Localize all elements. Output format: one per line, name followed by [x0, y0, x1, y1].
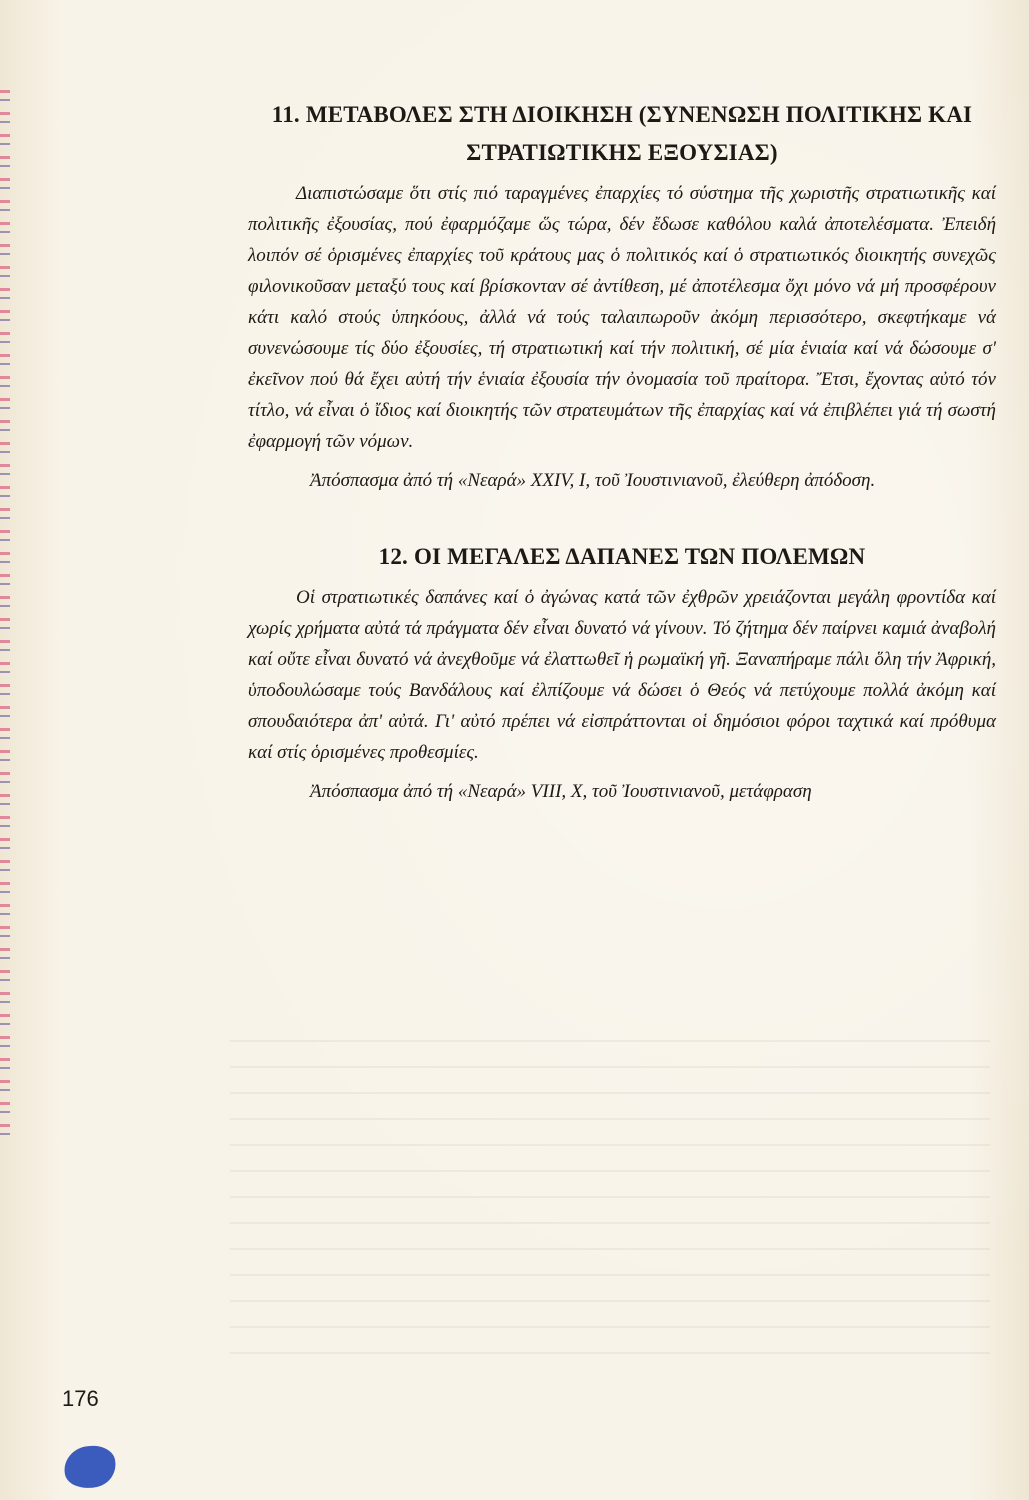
reverse-side-bleedthrough: [230, 1040, 990, 1360]
page-number: 176: [62, 1386, 99, 1411]
page-content: [248, 96, 996, 807]
blue-ink-stamp: [60, 1441, 120, 1493]
section-11-title-line-1: 11. ΜΕΤΑΒΟΛΕΣ ΣΤΗ ΔΙΟΙΚΗΣΗ (ΣΥΝΕΝΩΣΗ ΠΟΛΙΤΙΚΗΣ ΚΑΙ: [271, 102, 973, 127]
section-12-source: Ἀπόσπασμα ἀπό τή «Νεαρά» VIII, X, τοῦ Ἰουστινιανοῦ, μετάφραση: [310, 781, 812, 802]
section-12-body: Οἱ στρατιωτικές δαπάνες καί ὁ ἀγώνας κατά τῶν ἐχθρῶν χρειάζονται μεγάλη φροντίδα καί χωρίς χρήματα αὐτά τά πράγματα δέν εἶναι δυνατό νά γίνουν. Τό ζήτημα δέν παίρνει καμιά ἀναβολή καί οὔτε εἶναι δυνατό νά ἀνεχθοῦμε νά ἐλαττωθεῖ ἡ ρωμαϊκή γῆ. Ξαναπήραμε πάλι ὅλη τήν Ἀφρική, ὑποδουλώσαμε τούς Βανδάλους καί ἐλπίζουμε νά δώσει ὁ Θεός νά πετύχουμε πολλά ἀκόμη καί σπουδαιότερα ἀπ' αὐτά. Γι' αὐτό πρέπει νά εἰσπράττονται οἱ δημόσιοι φόροι ταχτικά καί πρόθυμα καί στίς ὁρισμένες προθεσμίες.: [248, 587, 996, 763]
section-11-source: Ἀπόσπασμα ἀπό τή «Νεαρά» XXIV, I, τοῦ Ἰουστινιανοῦ, ἐλεύθερη ἀπόδοση.: [310, 470, 876, 491]
section-11-title-line-2: ΣΤΡΑΤΙΩΤΙΚΗΣ ΕΞΟΥΣΙΑΣ): [466, 140, 778, 165]
page-edge-marks: [0, 90, 10, 1140]
section-12-title: 12. ΟΙ ΜΕΓΑΛΕΣ ΔΑΠΑΝΕΣ ΤΩΝ ΠΟΛΕΜΩΝ: [378, 544, 866, 569]
section-11-body: Διαπιστώσαμε ὅτι στίς πιό ταραγμένες ἐπαρχίες τό σύστημα τῆς χωριστῆς στρατιωτικῆς καί πολιτικῆς ἐξουσίας, πού ἐφαρμόζαμε ὥς τώρα, δέν ἔδωσε καθόλου καλά ἀποτελέσματα. Ἐπειδή λοιπόν σέ ὁρισμένες ἐπαρχίες τοῦ κράτους μας ὁ πολιτικός καί ὁ στρατιωτικός διοικητής συνεχῶς φιλονικοῦσαν μεταξύ τους καί βρίσκονταν σέ ἀντίθεση, μέ ἀποτέλεσμα ὄχι μόνο νά μή προσφέρουν κάτι καλό στούς ὑπηκόους, ἀλλά νά τούς ταλαιπωροῦν ἀκόμη περισσότερο, σκεφτήκαμε νά συνενώσουμε τίς δύο ἐξουσίες, τή στρατιωτική καί τήν πολιτική, σέ μία ἑνιαία καί νά δώσουμε σ' ἐκεῖνον πού θά ἔχει αὐτή τήν ἑνιαία ἐξουσία τήν ὀνομασία τοῦ πραίτορα. Ἔτσι, ἔχοντας αὐτό τόν τίτλο, νά εἶναι ὁ ἴδιος καί διοικητής τῶν στρατευμάτων τῆς ἐπαρχίας καί νά ἐπιβλέπει γιά τή σωστή ἐφαρμογή τῶν νόμων.: [248, 183, 996, 452]
section-11-title: [248, 96, 996, 172]
